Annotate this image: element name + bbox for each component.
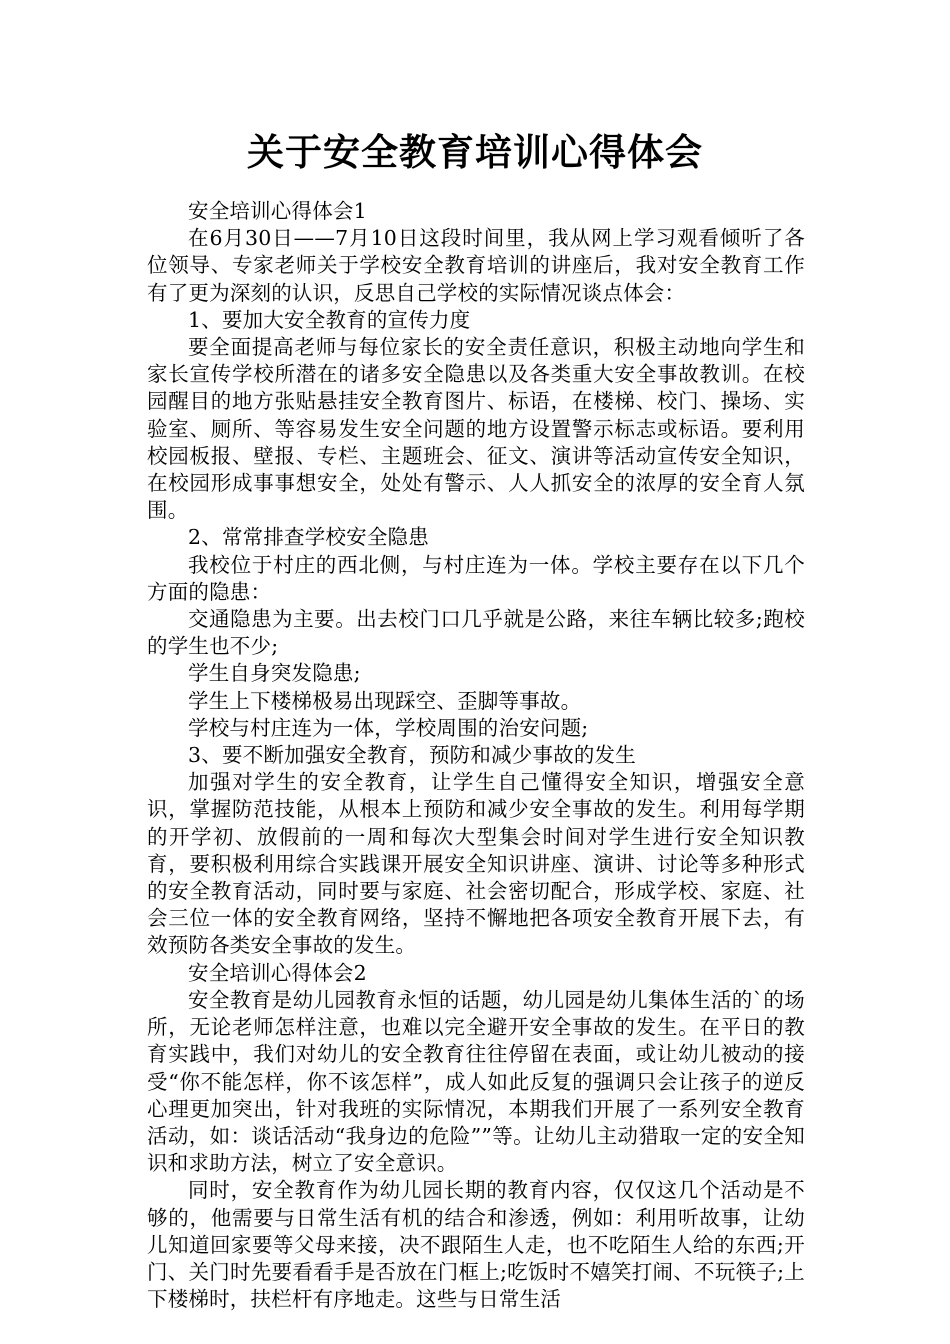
paragraph: 加强对学生的安全教育，让学生自己懂得安全知识，增强安全意识，掌握防范技能，从根本上预防和减少安全事故的发生。利用每学期的开学初、放假前的一周和每次大型集会时间对学生进行安全知识教育，要积极利用综合实践课开展安全知识讲座、演讲、讨论等多种形式的安全教育活动，同时要与家庭、社会密切配合，形成学校、家庭、社会三位一体的安全教育网络，坚持不懈地把各项安全教育开展下去，有效预防各类安全事故的发生。 (147, 770, 805, 958)
subheading: 3、要不断加强安全教育，预防和减少事故的发生 (188, 743, 636, 768)
subheading: 2、常常排查学校安全隐患 (188, 525, 429, 550)
paragraph: 学生上下楼梯极易出现踩空、歪脚等事故。 (188, 688, 582, 713)
paragraph: 我校位于村庄的西北侧，与村庄连为一体。学校主要存在以下几个方面的隐患： (147, 552, 805, 604)
section-heading-1: 安全培训心得体会1 (188, 199, 367, 223)
document-title: 关于安全教育培训心得体会 (247, 130, 703, 174)
paragraph: 要全面提高老师与每位家长的安全责任意识，积极主动地向学生和家长宣传学校所潜在的诸多安全隐患以及各类重大安全事故教训。在校园醒目的地方张贴悬挂安全教育图片、标语，在楼梯、校门、操场、实验室、厕所、等容易发生安全问题的地方设置警示标志或标语。要利用校园板报、壁报、专栏、主题班会、征文、演讲等活动宣传安全知识，在校园形成事事想安全，处处有警示、人人抓安全的浓厚的安全育人氛围。 (147, 335, 805, 523)
paragraph: 交通隐患为主要。出去校门口几乎就是公路，来往车辆比较多;跑校的学生也不少; (147, 607, 805, 659)
paragraph: 安全教育是幼儿园教育永恒的话题，幼儿园是幼儿集体生活的`的场所，无论老师怎样注意，也难以完全避开安全事故的发生。在平日的教育实践中，我们对幼儿的安全教育往往停留在表面，或让幼儿被动的接受“你不能怎样，你不该怎样”，成人如此反复的强调只会让孩子的逆反心理更加突出，针对我班的实际情况，本期我们开展了一系列安全教育活动，如：谈话活动“我身边的危险””等。让幼儿主动猎取一定的安全知识和求助方法，树立了安全意识。 (147, 987, 805, 1176)
section-heading-2: 安全培训心得体会2 (188, 960, 367, 985)
paragraph: 同时，安全教育作为幼儿园长期的教育内容，仅仅这几个活动是不够的，他需要与日常生活有机的结合和渗透，例如：利用听故事，让幼儿知道回家要等父母来接，决不跟陌生人走，也不吃陌生人给的东西;开门、关门时先要看看手是否放在门框上;吃饭时不嬉笑打闹、不玩筷子;上下楼梯时，扶栏杆有序地走。这些与日常生活 (147, 1178, 805, 1312)
subheading: 1、要加大安全教育的宣传力度 (188, 307, 471, 332)
paragraph: 学校与村庄连为一体，学校周围的治安问题; (188, 715, 589, 740)
document-body (147, 198, 805, 1313)
paragraph: 学生自身突发隐患; (188, 661, 361, 686)
paragraph: 在6月30日——7月10日这段时间里，我从网上学习观看倾听了各位领导、专家老师关于学校安全教育培训的讲座后，我对安全教育工作有了更为深刻的认识，反思自己学校的实际情况谈点体会： (147, 226, 805, 305)
